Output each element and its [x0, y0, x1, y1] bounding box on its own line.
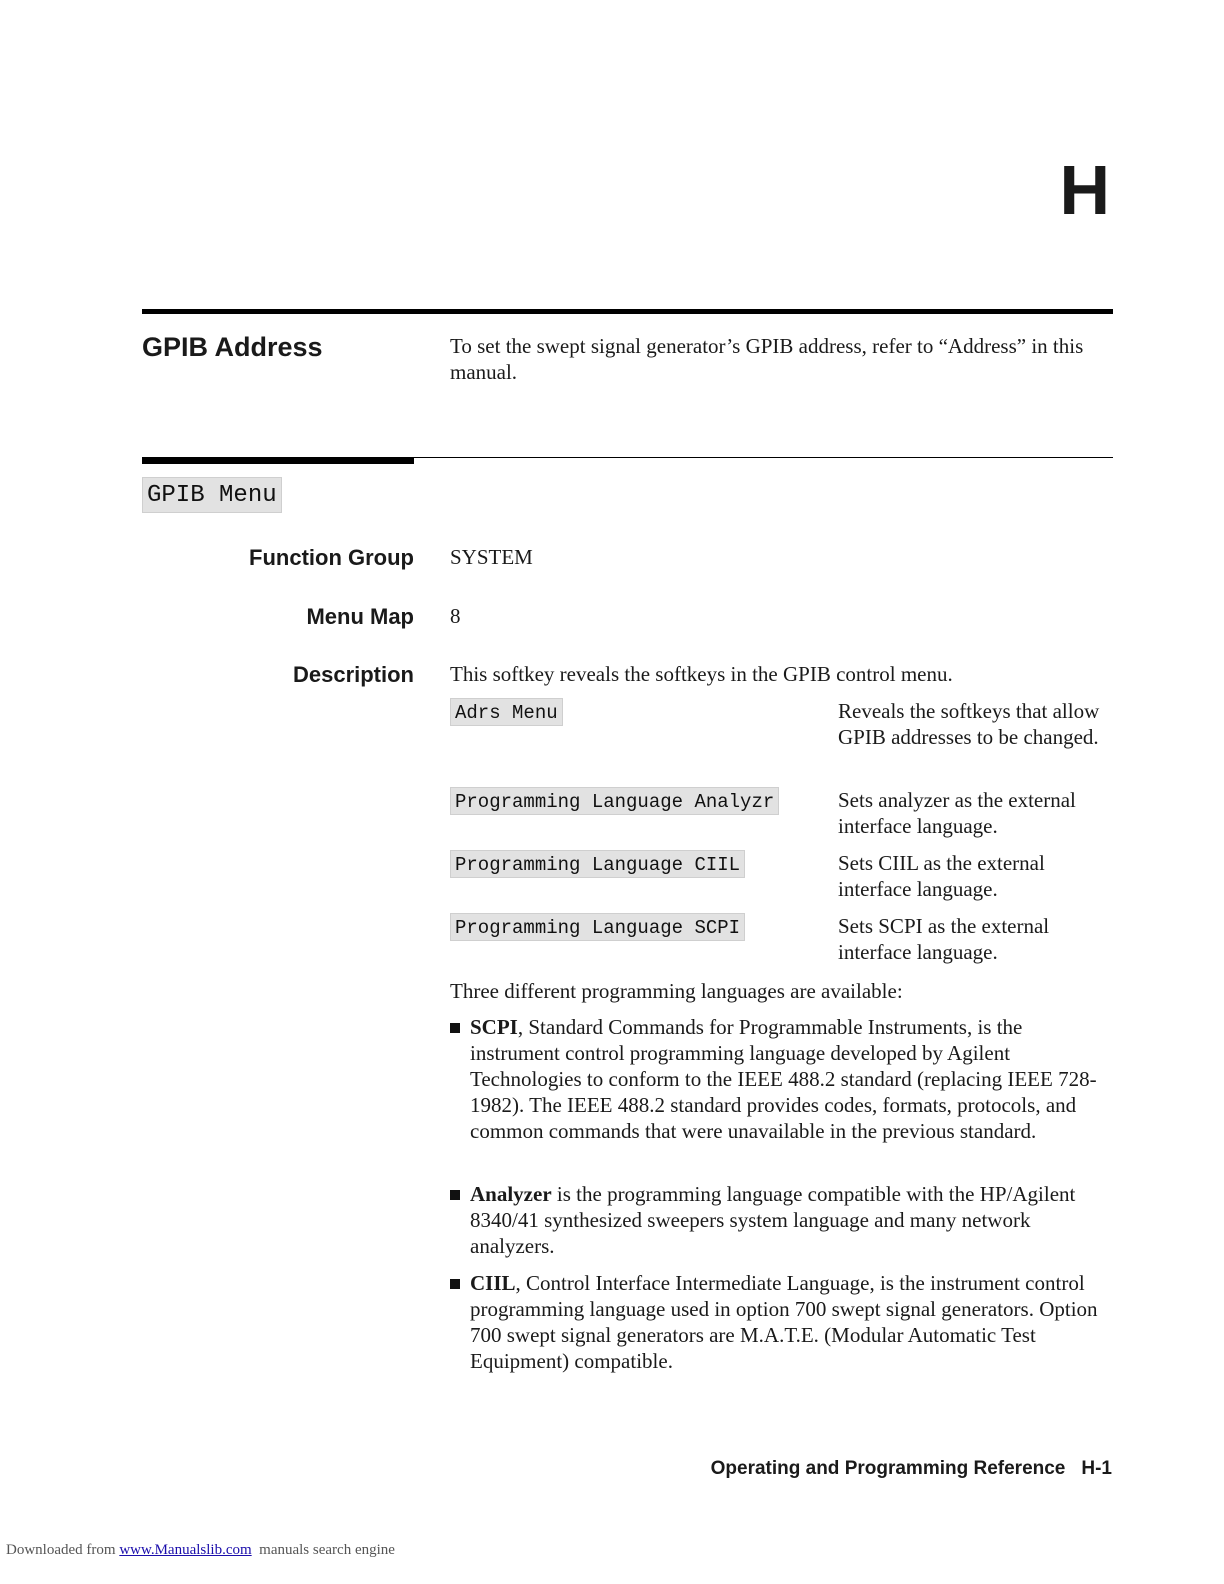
softkey-description: Reveals the softkeys that allow GPIB addresses to be changed. [838, 699, 1100, 749]
section-divider-thin [414, 457, 1113, 458]
section-divider-thick [142, 457, 414, 464]
softkey-programming-language-analyzr: Programming Language Analyzr [450, 787, 779, 815]
download-prefix: Downloaded from [6, 1542, 120, 1558]
list-item-text [470, 1014, 1115, 1144]
manualslib-link[interactable]: www.Manualslib.com [119, 1542, 252, 1558]
softkey-description: Sets CIIL as the external interface language. [838, 851, 1045, 901]
description-label: Description [292, 662, 414, 687]
softkey-description: Sets SCPI as the external interface language. [838, 914, 1050, 964]
footer-page-number: H-1 [1081, 1458, 1112, 1479]
list-item-text [470, 1181, 1115, 1259]
bullet-square-icon [450, 1023, 460, 1033]
languages-intro: Three different programming languages are available: [450, 979, 903, 1003]
softkey-adrs-menu: Adrs Menu [450, 698, 563, 726]
description-intro: This softkey reveals the softkeys in the GPIB control menu. [450, 662, 953, 686]
function-group-value: SYSTEM [450, 545, 533, 569]
section-title-gpib-menu: GPIB Menu [142, 477, 282, 513]
list-item-text [470, 1270, 1115, 1374]
section-divider-top [142, 309, 1113, 314]
language-description: , Control Interface Intermediate Language, is the instrument control programming language used in option 700 swept signal generators. Option 700 swept signal generators are M.A.T.E. (Modular Automatic Test Equipment) compatible. [470, 1271, 1098, 1373]
softkey-programming-language-scpi: Programming Language SCPI [450, 913, 745, 941]
chapter-letter: H [1059, 151, 1110, 229]
menu-map-label: Menu Map [306, 604, 414, 629]
language-description: , Standard Commands for Programmable Instruments, is the instrument control programming language developed by Agilent Technologies to conform to the IEEE 488.2 standard (replacing IEEE 728-1982). The IEEE 488.2 standard provides codes, formats, protocols, and common commands that were unavailable in the previous standard. [470, 1015, 1097, 1143]
page-footer [711, 1458, 1112, 1480]
gpib-address-text: To set the swept signal generator’s GPIB address, refer to “Address” in this manual. [450, 334, 1084, 384]
language-name: CIIL [470, 1271, 516, 1295]
bullet-square-icon [450, 1190, 460, 1200]
softkey-programming-language-ciil: Programming Language CIIL [450, 850, 745, 878]
download-suffix: manuals search engine [251, 1542, 395, 1558]
function-group-label: Function Group [249, 545, 414, 570]
section-title-gpib-address: GPIB Address [142, 332, 323, 362]
language-description: is the programming language compatible with the HP/Agilent 8340/41 synthesized sweepers system language and many network analyzers. [470, 1182, 1076, 1258]
bullet-square-icon [450, 1279, 460, 1289]
footer-title: Operating and Programming Reference [710, 1458, 1066, 1479]
language-name: SCPI [470, 1015, 518, 1039]
menu-map-value: 8 [450, 604, 461, 628]
language-name: Analyzer [470, 1182, 552, 1206]
download-attribution [6, 1542, 395, 1559]
softkey-description: Sets analyzer as the external interface language. [838, 788, 1076, 838]
